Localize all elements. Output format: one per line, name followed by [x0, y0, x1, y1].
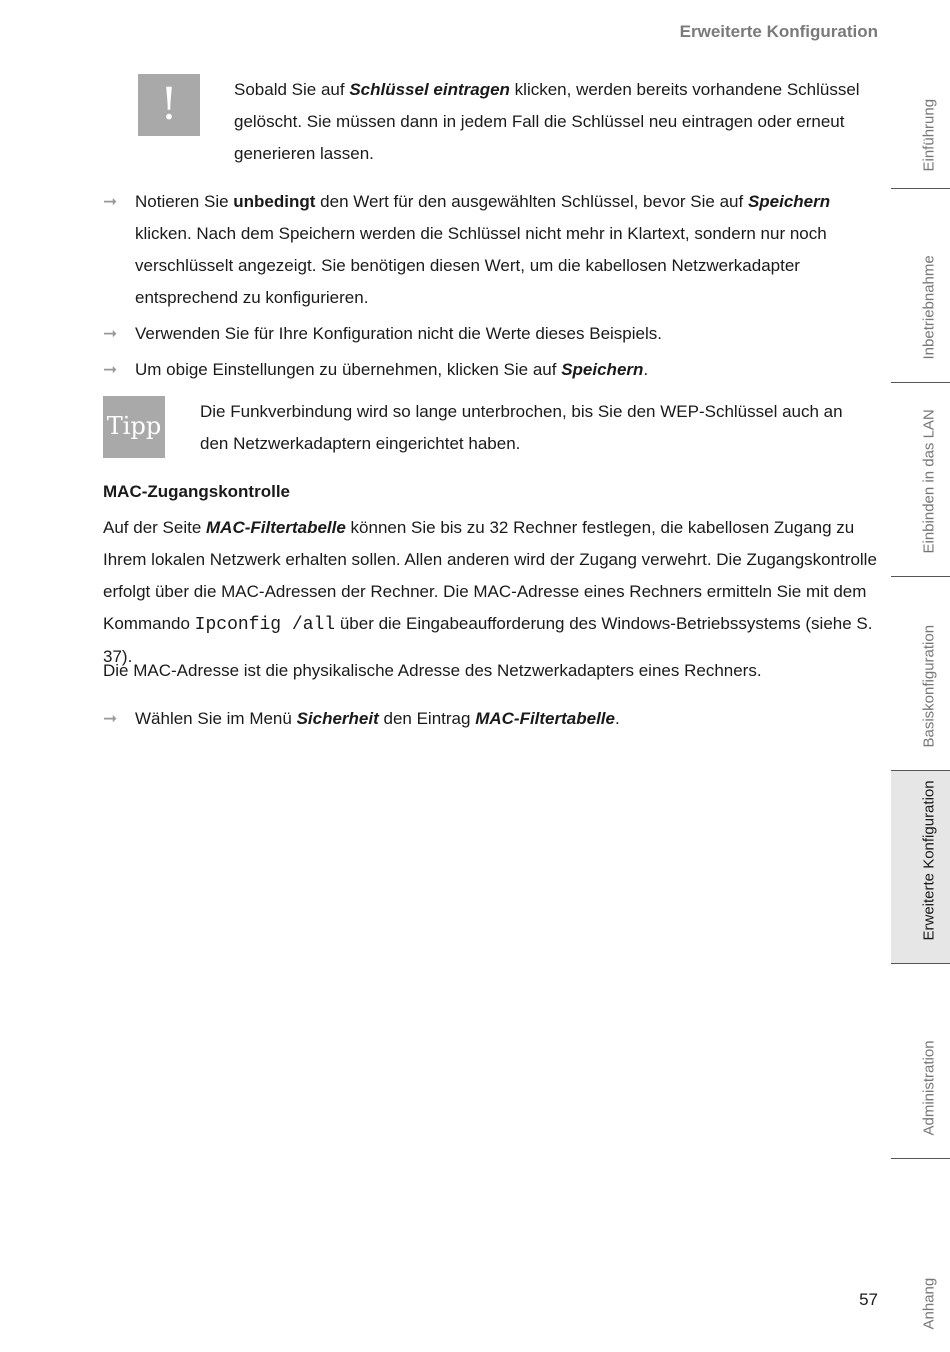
bullet-save-settings: ➞ Um obige Einstellungen zu übernehmen, klicken Sie auf Speichern.: [103, 354, 878, 386]
tab-einfuehrung[interactable]: Einführung: [920, 98, 937, 172]
tip-text: Die Funkverbindung wird so lange unterbrochen, bis Sie den WEP-Schlüssel auch an den Netzwerkadaptern eingerichtet haben.: [200, 402, 843, 453]
tab-inbetriebnahme[interactable]: Inbetriebnahme: [891, 188, 950, 382]
section-heading: MAC-Zugangskontrolle: [103, 482, 290, 501]
arrow-right-icon: ➞: [103, 192, 118, 211]
warning-icon: !: [138, 74, 200, 136]
tab-einbinden-lan[interactable]: Einbinden in das LAN: [891, 382, 950, 576]
tab-erweiterte-konfiguration[interactable]: Erweiterte Konfiguration: [891, 770, 950, 964]
arrow-right-icon: ➞: [103, 324, 118, 343]
running-title: Erweiterte Konfiguration: [679, 22, 878, 41]
page-number: 57: [859, 1290, 878, 1309]
tab-administration[interactable]: Administration: [920, 1040, 937, 1136]
tab-basiskonfiguration[interactable]: Basiskonfiguration: [891, 576, 950, 770]
command-code: Ipconfig /all: [194, 615, 336, 635]
section-paragraph-2: Die MAC-Adresse ist die physikalische Adresse des Netzwerkadapters eines Rechners.: [103, 661, 762, 680]
tab-anhang[interactable]: Anhang: [891, 1158, 950, 1352]
tip-icon: Tipp: [103, 396, 165, 458]
chapter-tabs: [891, 0, 950, 1349]
arrow-right-icon: ➞: [103, 709, 118, 728]
arrow-right-icon: ➞: [103, 360, 118, 379]
bullet-note-key: ➞ Notieren Sie unbedingt den Wert für den ausgewählten Schlüssel, bevor Sie auf Speichern klicken. Nach dem Speichern werden die Schlüssel nicht mehr in Klartext, sondern nur noch verschlüsselt angezeigt. Sie benötigen diesen Wert, um die kabellosen Netzwerkadapter entsprechend zu konfigurieren.: [103, 186, 878, 314]
section-paragraph-1: Auf der Seite MAC-Filtertabelle können Sie bis zu 32 Rechner festlegen, die kabellosen Zugang zu Ihrem lokalen Netzwerk erhalten sollen. Allen anderen wird der Zugang verwehrt. Die Zugangskontrolle erfolgt über die MAC-Adressen der Rechner. Die MAC-Adresse eines Rechners ermitteln Sie mit dem Kommando Ipconfig /all über die Eingabeaufforderung des Windows-Betriebssystems (siehe S. 37).: [103, 518, 877, 666]
warning-text: Sobald Sie auf Schlüssel eintragen klicken, werden bereits vorhandene Schlüssel gelöscht. Sie müssen dann in jedem Fall die Schlüssel neu eintragen oder erneut generieren lassen.: [234, 80, 860, 163]
bullet-select-menu: ➞ Wählen Sie im Menü Sicherheit den Eintrag MAC-Filtertabelle.: [103, 703, 878, 735]
bullet-dont-use-example: ➞ Verwenden Sie für Ihre Konfiguration nicht die Werte dieses Beispiels.: [103, 318, 878, 350]
